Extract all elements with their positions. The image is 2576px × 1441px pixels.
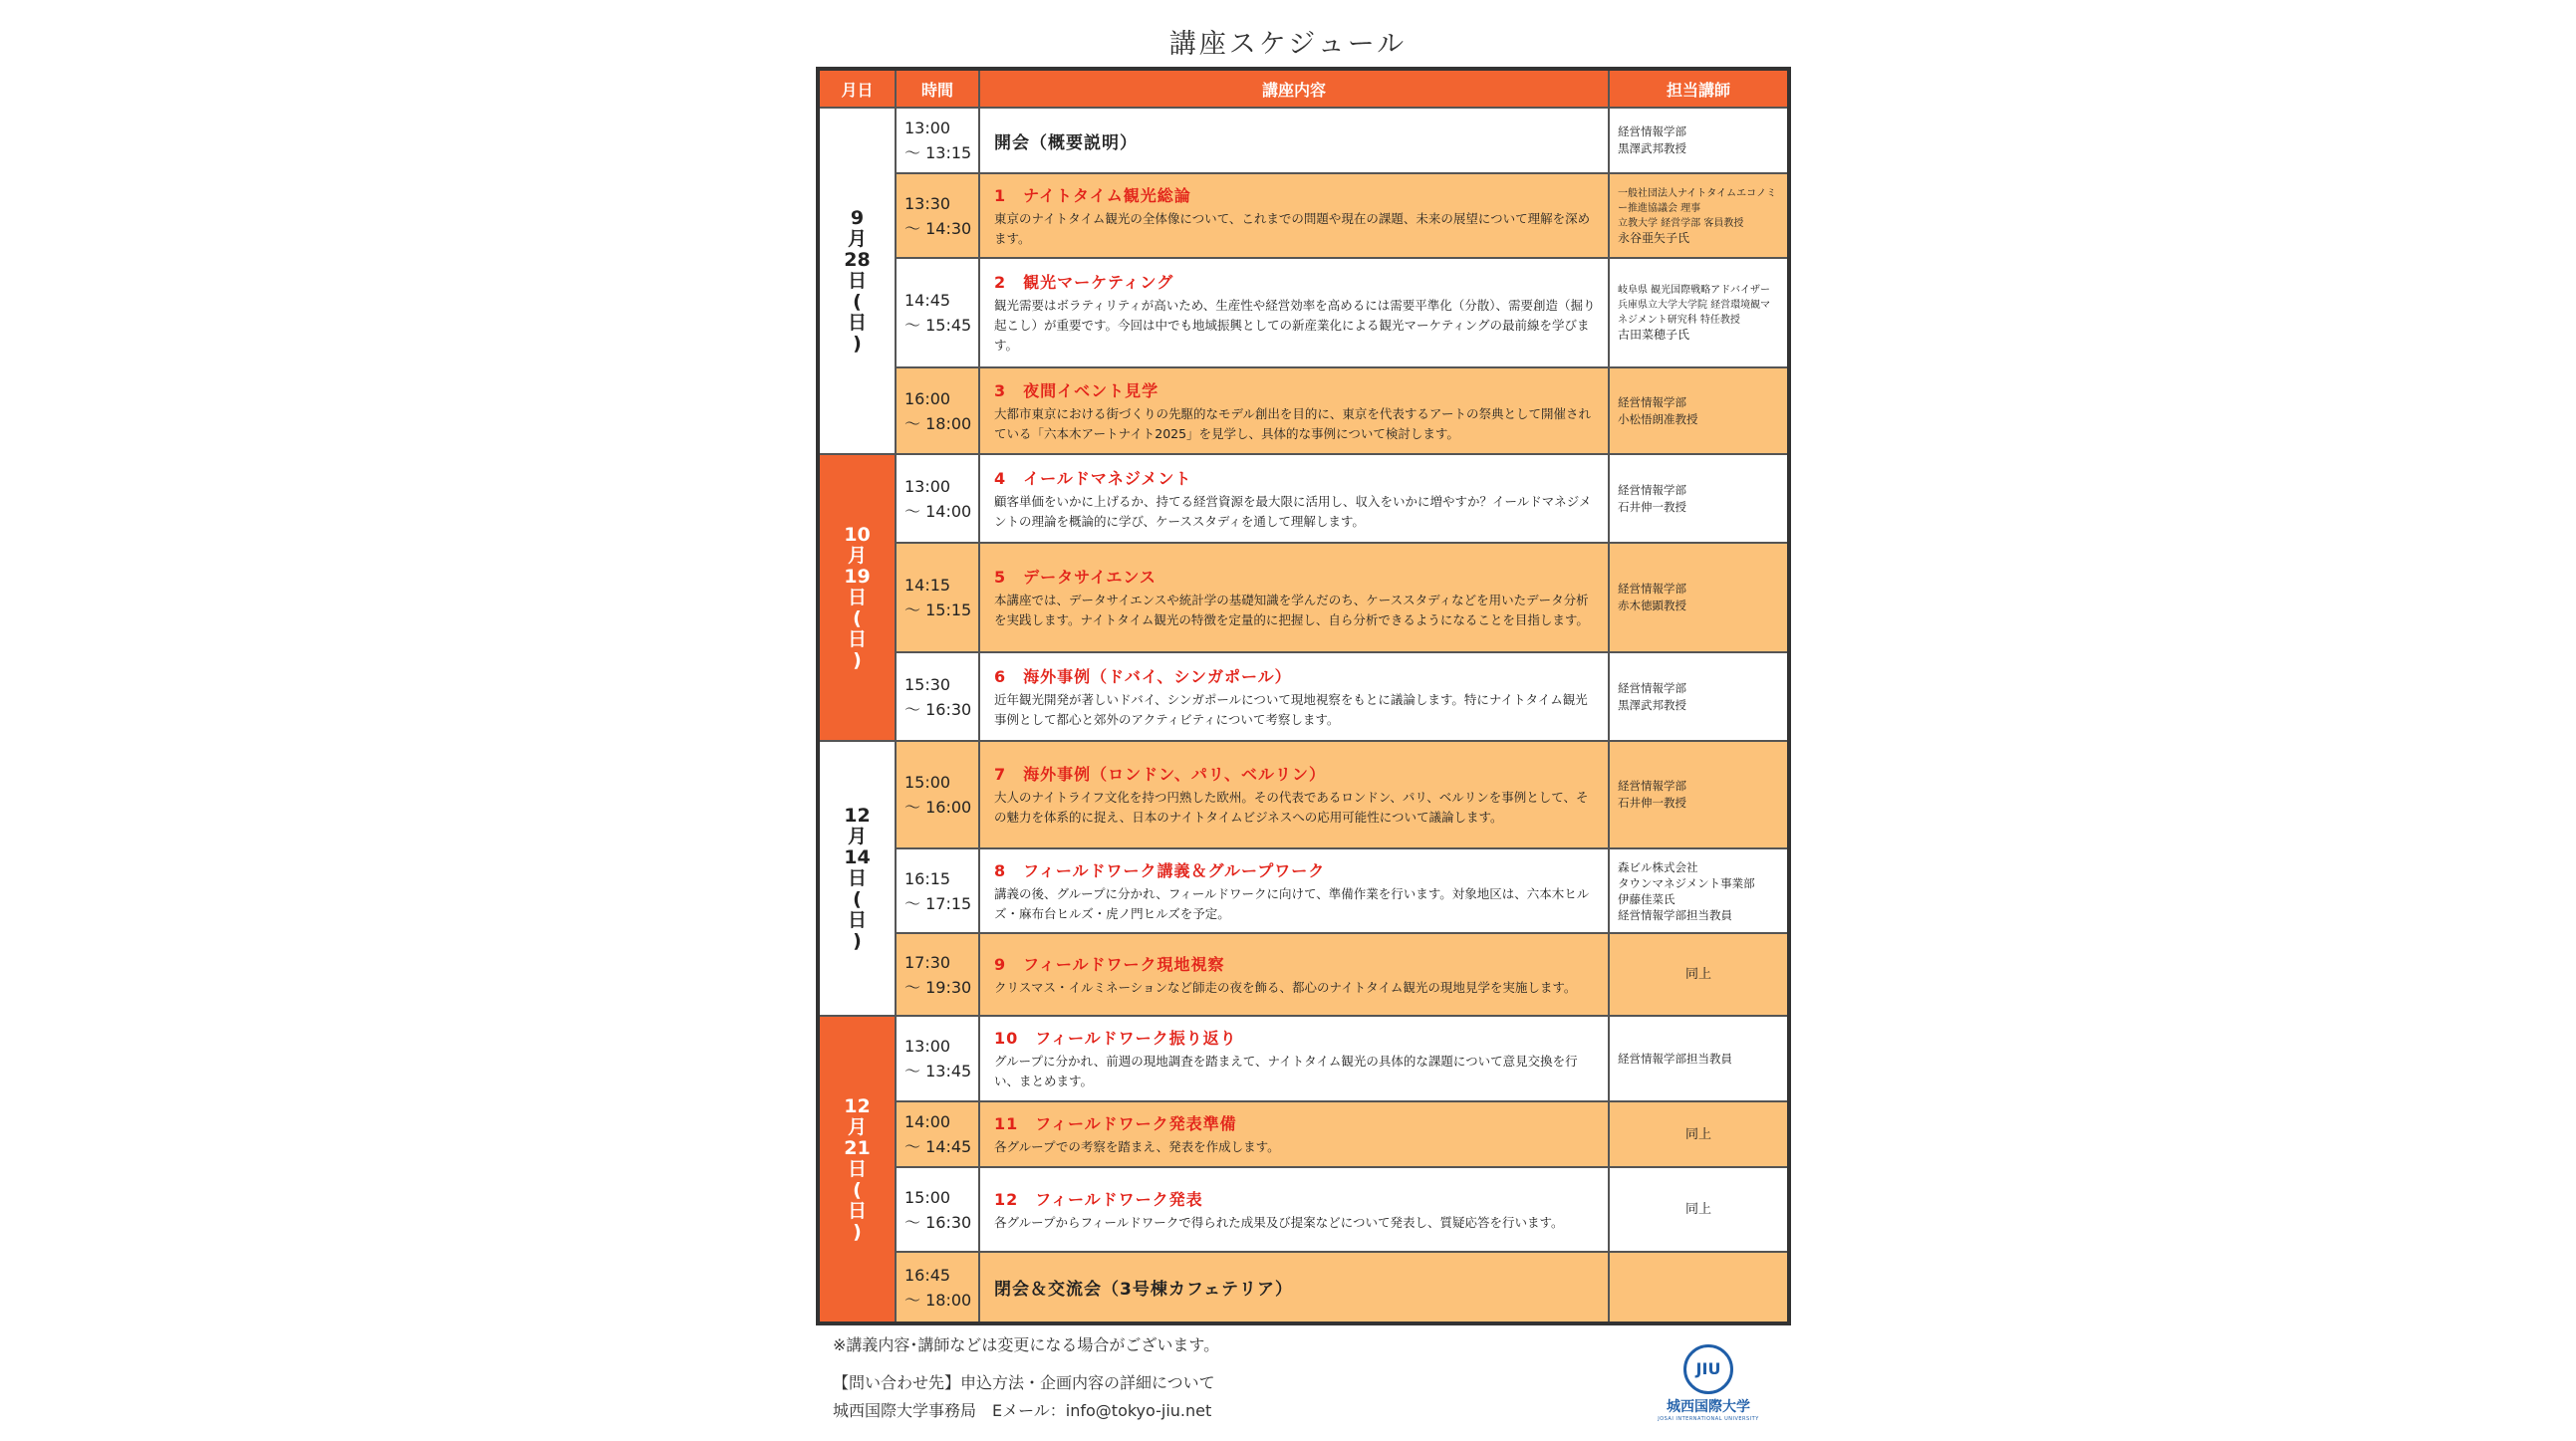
page-title: 講座スケジュール: [1168, 29, 1408, 60]
table-header-row: [818, 69, 1789, 108]
table-row: [818, 1252, 1789, 1323]
content-cell: [979, 367, 1609, 454]
instructor-cell: [1609, 1252, 1789, 1323]
time-cell: 13:00 〜 13:45: [896, 1016, 979, 1101]
time-cell: 14:45 〜 15:45: [896, 258, 979, 367]
instructor-cell: 経営情報学部 小松悟朗准教授: [1609, 367, 1789, 454]
content-cell: [979, 1252, 1609, 1323]
session-description: グループに分かれ、前週の現地調査を踏まえて、ナイトタイム観光の具体的な課題について意見交換を行い、まとめます。: [994, 1054, 1578, 1088]
instructor-cell: 同上: [1609, 1101, 1789, 1167]
schedule-table: [816, 67, 1791, 1325]
time-cell: 17:30 〜 19:30: [896, 933, 979, 1016]
content-cell: [979, 108, 1609, 173]
session-description: 大人のナイトライフ文化を持つ円熟した欧州。その代表であるロンドン、パリ、ベルリンを事例として、その魅力を体系的に捉え、日本のナイトタイムビジネスへの応用可能性について議論します。: [994, 790, 1589, 825]
session-description: 東京のナイトタイム観光の全体像について、これまでの問題や現在の課題、未来の展望について理解を深めます。: [994, 210, 1591, 246]
content-cell: [979, 1101, 1609, 1167]
header-date: 月日: [818, 69, 896, 108]
time-cell: 15:00 〜 16:30: [896, 1167, 979, 1252]
session-title: 7 海外事例（ロンドン、パリ、ベルリン）: [994, 765, 1327, 784]
content-cell: [979, 543, 1609, 652]
session-title: 9 フィールドワーク現地視察: [994, 954, 1225, 974]
instructor-cell: 森ビル株式会社 タウンマネジメント事業部 伊藤佳菜氏 経営情報学部担当教員: [1609, 848, 1789, 933]
instructor-cell: 経営情報学部担当教員: [1609, 1016, 1789, 1101]
instructor-cell: 一般社団法人ナイトタイムエコノミー推進協議会 理事 立教大学 経営学部 客員教授 永谷亜矢子氏: [1609, 173, 1789, 258]
time-cell: 16:15 〜 17:15: [896, 848, 979, 933]
content-cell: [979, 848, 1609, 933]
session-title: 閉会＆交流会（3号棟カフェテリア）: [994, 1280, 1293, 1300]
instructor-cell: 岐阜県 観光国際戦略アドバイザー 兵庫県立大学大学院 経営環境観マネジメント研究科 特任教授 古田菜穂子氏: [1609, 258, 1789, 367]
content-cell: [979, 652, 1609, 741]
table-row: [818, 1016, 1789, 1101]
time-cell: 16:00 〜 18:00: [896, 367, 979, 454]
content-cell: [979, 258, 1609, 367]
instructor-cell: 経営情報学部 黒澤武邦教授: [1609, 108, 1789, 173]
table-row: [818, 933, 1789, 1016]
logo-name: 城西国際大学: [1667, 1399, 1750, 1415]
footer-notes: [833, 1331, 1219, 1425]
session-title: 10 フィールドワーク振り返り: [994, 1029, 1237, 1048]
session-description: 大都市東京における街づくりの先駆的なモデル創出を目的に、東京を代表するアートの祭典として開催されている「六本木アートナイト2025」を見学し、具体的な事例について検討します。: [994, 405, 1592, 441]
header-content: 講座内容: [979, 69, 1609, 108]
content-cell: [979, 1016, 1609, 1101]
session-description: 観光需要はボラティリティが高いため、生産性や経営効率を高めるには需要平準化（分散）、需要創造（掘り起こし）が重要です。今回は中でも地域振興としての新産業化による観光マーケティングの最前線を学びます。: [994, 298, 1596, 353]
table-row: [818, 108, 1789, 173]
logo-emblem-icon: JIU: [1683, 1344, 1733, 1394]
table-row: [818, 1167, 1789, 1252]
session-title: 5 データサイエンス: [994, 568, 1157, 587]
table-row: [818, 741, 1789, 848]
time-cell: 16:45 〜 18:00: [896, 1252, 979, 1323]
contact-heading: 【問い合わせ先】申込方法・企画内容の詳細について: [833, 1373, 1215, 1392]
table-row: [818, 367, 1789, 454]
time-cell: 15:30 〜 16:30: [896, 652, 979, 741]
time-cell: 15:00 〜 16:00: [896, 741, 979, 848]
logo-english-name: JOSAI INTERNATIONAL UNIVERSITY: [1658, 1416, 1759, 1422]
date-cell: 12 月 21 日 ( 日 ): [818, 1016, 896, 1323]
instructor-cell: 経営情報学部 石井伸一教授: [1609, 741, 1789, 848]
session-description: 顧客単価をいかに上げるか、持てる経営資源を最大限に活用し、収入をいかに増やすか？イールドマネジメントの理論を概論的に学び、ケーススタディを通して理解します。: [994, 493, 1592, 529]
contact-email: 城西国際大学事務局 Eメール：info@tokyo-jiu.net: [833, 1401, 1212, 1420]
session-title: 4 イールドマネジメント: [994, 468, 1192, 488]
time-cell: 14:00 〜 14:45: [896, 1101, 979, 1167]
session-description: 講義の後、グループに分かれ、フィールドワークに向けて、準備作業を行います。対象地区は、六本木ヒルズ・麻布台ヒルズ・虎ノ門ヒルズを予定。: [994, 885, 1590, 921]
session-title: 開会（概要説明）: [994, 132, 1138, 153]
date-cell: 9 月 28 日 ( 日 ): [818, 108, 896, 454]
session-description: 近年観光開発が著しいドバイ、シンガポールについて現地視察をもとに議論します。特にナイトタイム観光事例として都心と郊外のアクティビティについて考察します。: [994, 691, 1588, 727]
content-cell: [979, 173, 1609, 258]
table-row: [818, 454, 1789, 543]
session-description: クリスマス・イルミネーションなど師走の夜を飾る、都心のナイトタイム観光の現地見学を実施します。: [994, 979, 1577, 995]
disclaimer-text: ※講義内容･講師などは変更になる場合がございます。: [833, 1335, 1220, 1354]
university-logo: [1654, 1344, 1763, 1422]
date-cell: 12 月 14 日 ( 日 ): [818, 741, 896, 1016]
content-cell: [979, 741, 1609, 848]
instructor-cell: 経営情報学部 黒澤武邦教授: [1609, 652, 1789, 741]
table-row: [818, 1101, 1789, 1167]
instructor-cell: 同上: [1609, 1167, 1789, 1252]
instructor-cell: 経営情報学部 石井伸一教授: [1609, 454, 1789, 543]
session-title: 3 夜間イベント見学: [994, 380, 1159, 400]
header-instructor: 担当講師: [1609, 69, 1789, 108]
header-time: 時間: [896, 69, 979, 108]
content-cell: [979, 1167, 1609, 1252]
session-title: 11 フィールドワーク発表準備: [994, 1114, 1237, 1133]
table-row: [818, 258, 1789, 367]
session-description: 本講座では、データサイエンスや統計学の基礎知識を学んだのち、ケーススタディなどを用いたデータ分析を実践します。ナイトタイム観光の特徴を定量的に把握し、自ら分析できるようになることを目指します。: [994, 593, 1589, 627]
content-cell: [979, 454, 1609, 543]
session-title: 2 観光マーケティング: [994, 273, 1174, 292]
table-row: [818, 848, 1789, 933]
table-row: [818, 652, 1789, 741]
time-cell: 13:30 〜 14:30: [896, 173, 979, 258]
time-cell: 13:00 〜 13:15: [896, 108, 979, 173]
time-cell: 13:00 〜 14:00: [896, 454, 979, 543]
table-row: [818, 543, 1789, 652]
session-description: 各グループでの考察を踏まえ、発表を作成します。: [994, 1139, 1280, 1154]
content-cell: [979, 933, 1609, 1016]
session-title: 1 ナイトタイム観光総論: [994, 185, 1191, 205]
instructor-cell: 経営情報学部 赤木徳顕教授: [1609, 543, 1789, 652]
session-description: 各グループからフィールドワークで得られた成果及び提案などについて発表し、質疑応答を行います。: [994, 1214, 1564, 1230]
time-cell: 14:15 〜 15:15: [896, 543, 979, 652]
session-title: 8 フィールドワーク講義＆グループワーク: [994, 860, 1326, 880]
instructor-cell: 同上: [1609, 933, 1789, 1016]
session-title: 6 海外事例（ドバイ、シンガポール）: [994, 666, 1292, 686]
date-cell: 10 月 19 日 ( 日 ): [818, 454, 896, 741]
table-row: [818, 173, 1789, 258]
session-title: 12 フィールドワーク発表: [994, 1189, 1203, 1209]
